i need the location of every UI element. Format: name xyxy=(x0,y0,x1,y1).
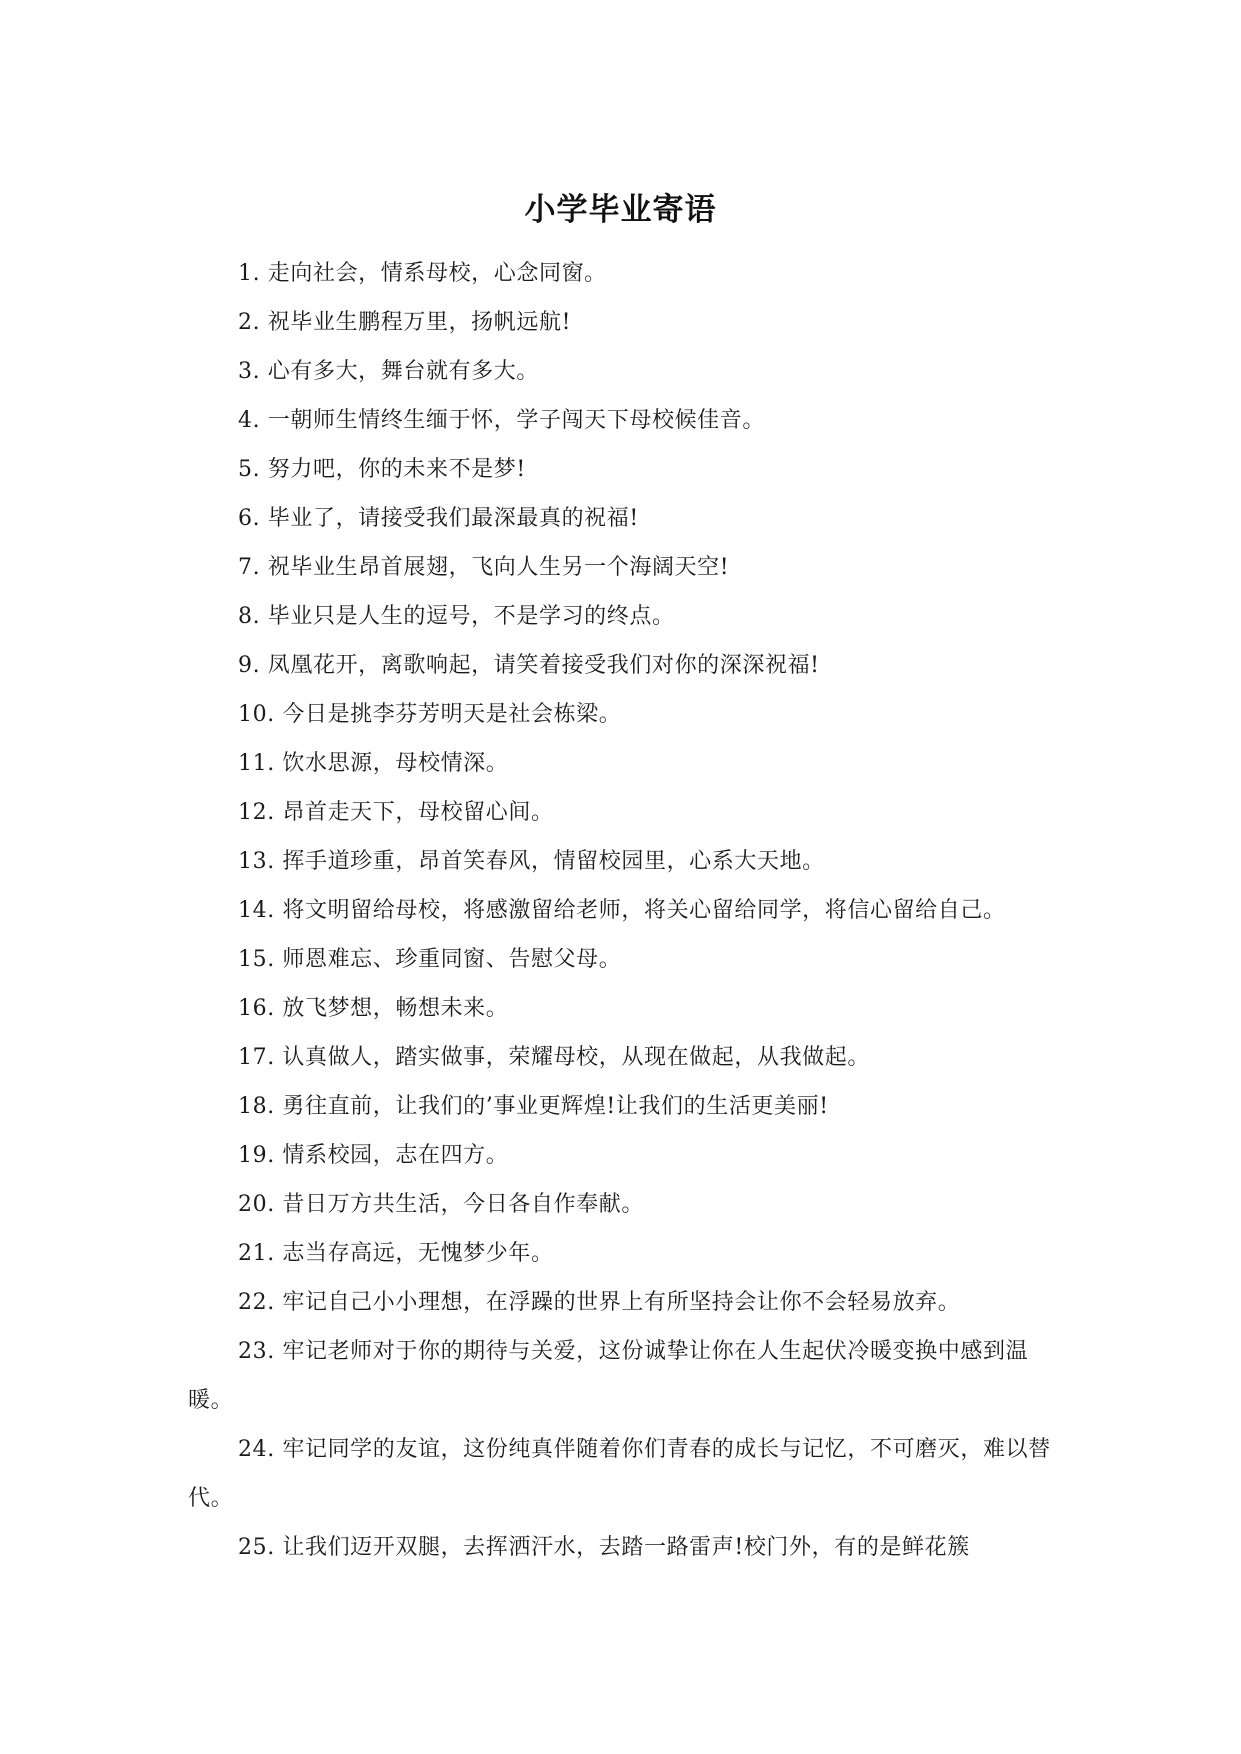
list-item: 25. 让我们迈开双腿，去挥洒汗水，去踏一路雷声!校门外，有的是鲜花簇 xyxy=(238,1535,970,1560)
list-item: 19. 情系校园，志在四方。 xyxy=(238,1143,509,1168)
list-item: 6. 毕业了，请接受我们最深最真的祝福! xyxy=(238,506,639,531)
list-item: 20. 昔日万方共生活，今日各自作奉献。 xyxy=(238,1192,644,1217)
list-item: 18. 勇往直前，让我们的’事业更辉煌!让我们的生活更美丽! xyxy=(238,1094,829,1119)
list-item: 12. 昂首走天下，母校留心间。 xyxy=(238,800,554,825)
list-item: 4. 一朝师生情终生缅于怀，学子闯天下母校候佳音。 xyxy=(238,408,765,433)
list-item: 8. 毕业只是人生的逗号，不是学习的终点。 xyxy=(238,604,675,629)
list-item: 13. 挥手道珍重，昂首笑春风，情留校园里，心系大天地。 xyxy=(238,849,825,874)
list-item: 17. 认真做人，踏实做事，荣耀母校，从现在做起，从我做起。 xyxy=(238,1045,870,1070)
list-item: 15. 师恩难忘、珍重同窗、告慰父母。 xyxy=(238,947,622,972)
list-item: 14. 将文明留给母校，将感激留给老师，将关心留给同学，将信心留给自己。 xyxy=(238,898,1006,923)
list-item: 5. 努力吧，你的未来不是梦! xyxy=(238,457,526,482)
list-item: 11. 饮水思源，母校情深。 xyxy=(238,751,509,776)
list-item: 22. 牢记自己小小理想，在浮躁的世界上有所坚持会让你不会轻易放弃。 xyxy=(238,1290,961,1315)
document-title: 小学毕业寄语 xyxy=(524,192,717,228)
document-body xyxy=(188,249,1060,1572)
list-item: 21. 志当存高远，无愧梦少年。 xyxy=(238,1241,554,1266)
list-item: 10. 今日是挑李芬芳明天是社会栋梁。 xyxy=(238,702,622,727)
list-item: 23. 牢记老师对于你的期待与关爱，这份诚挚让你在人生起伏冷暖变换中感到温暖。 xyxy=(188,1339,1029,1413)
list-item: 9. 凤凰花开，离歌响起，请笑着接受我们对你的深深祝福! xyxy=(238,653,820,678)
list-item: 1. 走向社会，情系母校，心念同窗。 xyxy=(238,261,607,286)
list-item: 7. 祝毕业生昂首展翅，飞向人生另一个海阔天空! xyxy=(238,555,730,580)
list-item: 2. 祝毕业生鹏程万里，扬帆远航! xyxy=(238,310,572,335)
list-item: 24. 牢记同学的友谊，这份纯真伴随着你们青春的成长与记忆，不可磨灭，难以替代。 xyxy=(188,1437,1051,1511)
list-item: 16. 放飞梦想，畅想未来。 xyxy=(238,996,509,1021)
list-item: 3. 心有多大，舞台就有多大。 xyxy=(238,359,539,384)
